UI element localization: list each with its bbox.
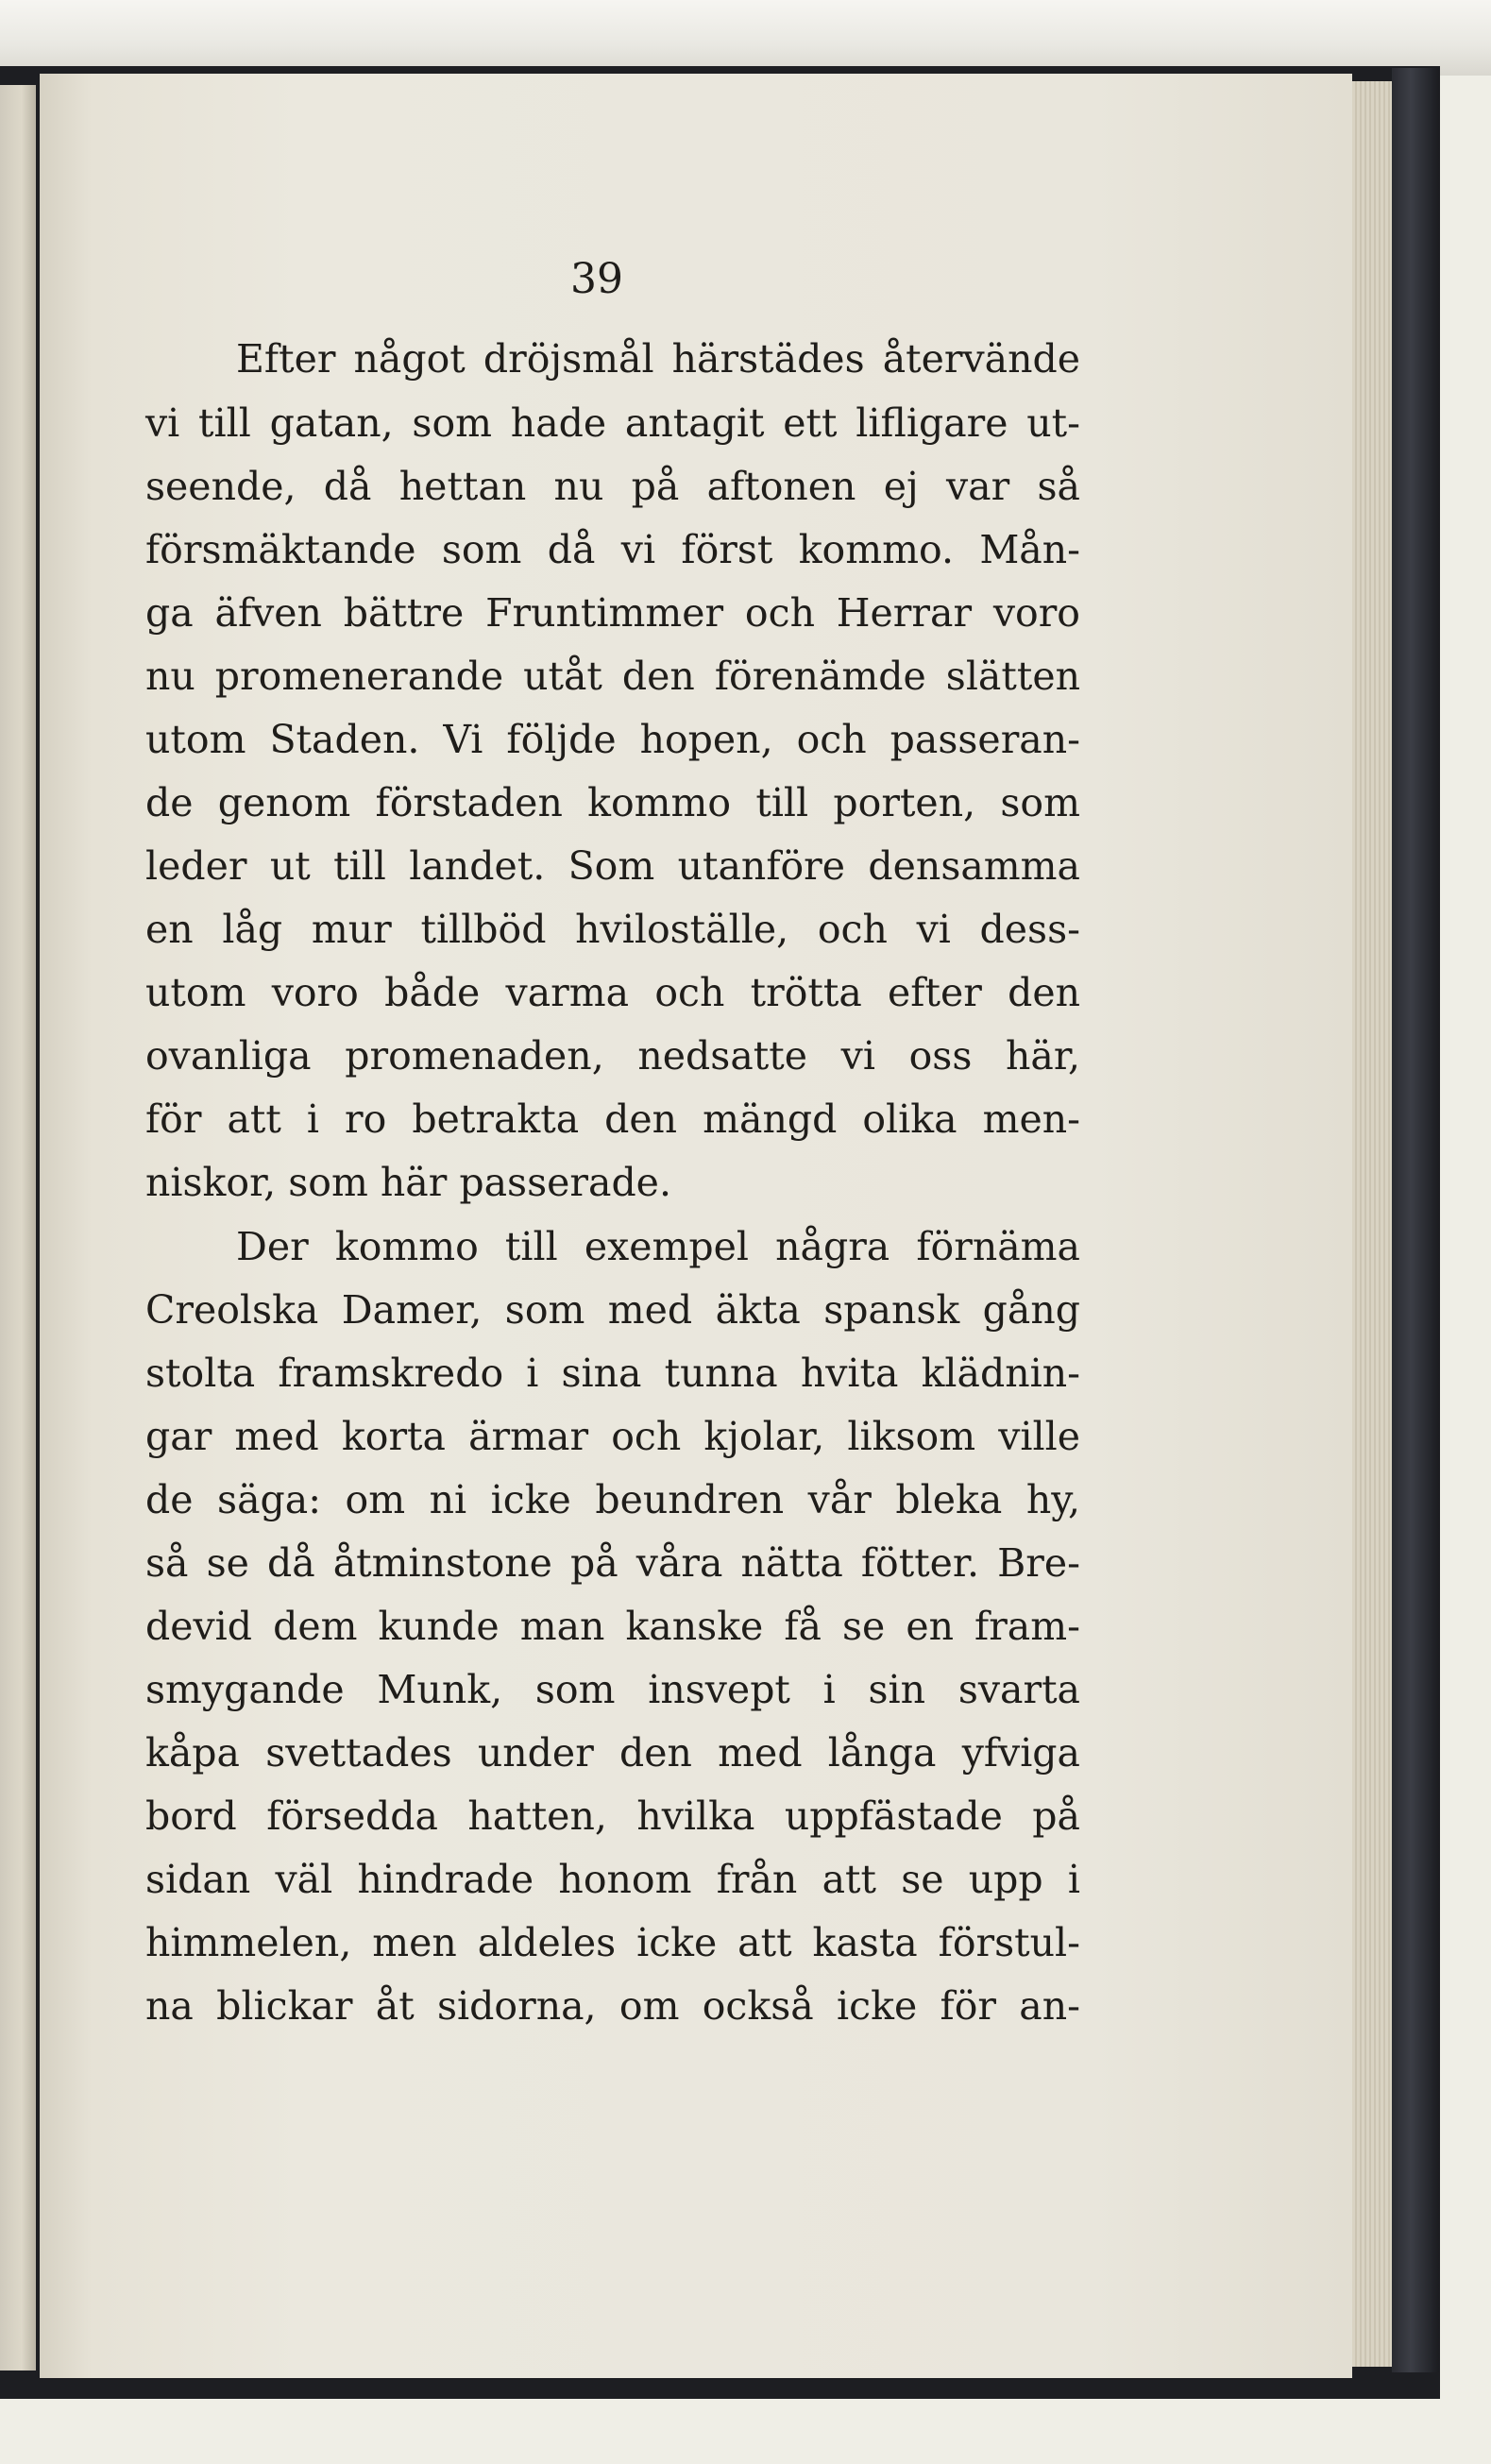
text-line: himmelen, men aldeles icke att kasta förstul- xyxy=(145,1920,1080,1965)
text-line: leder ut till landet. Som utanföre densamma xyxy=(145,843,1080,889)
left-page-edge xyxy=(0,85,36,2371)
text-line: för att i ro betrakta den mängd olika men- xyxy=(145,1096,1080,1142)
text-line: så se då åtminstone på våra nätta fötter. Bre- xyxy=(145,1540,1080,1586)
text-line: sidan väl hindrade honom från att se upp i xyxy=(145,1857,1080,1902)
text-line: Efter något dröjsmål härstädes återvände xyxy=(236,336,1080,382)
text-line: Der kommo till exempel några förnäma xyxy=(236,1224,1080,1269)
text-line: utom voro både varma och trötta efter den xyxy=(145,970,1080,1015)
cover-spine-edge xyxy=(1392,68,1439,2372)
page-block-edge xyxy=(1352,81,1392,2367)
text-line: niskor, som här passerade. xyxy=(145,1160,671,1205)
text-line: gar med korta ärmar och kjolar, liksom ville xyxy=(145,1414,1080,1459)
page-number: 39 xyxy=(570,255,623,303)
text-line: de säga: om ni icke beundren vår bleka hy, xyxy=(145,1477,1080,1522)
text-line: utom Staden. Vi följde hopen, och passeran- xyxy=(145,717,1080,762)
text-line: vi till gatan, som hade antagit ett lifligare ut- xyxy=(145,400,1080,446)
text-line: försmäktande som då vi först kommo. Mån- xyxy=(145,527,1080,572)
text-line: stolta framskredo i sina tunna hvita klädnin- xyxy=(145,1351,1080,1396)
text-line: en låg mur tillböd hviloställe, och vi dess- xyxy=(145,907,1080,952)
background xyxy=(0,0,1491,76)
text-line: smygande Munk, som insvept i sin svarta xyxy=(145,1667,1080,1712)
text-line: na blickar åt sidorna, om också icke för an- xyxy=(145,1983,1080,2029)
text-line: seende, då hettan nu på aftonen ej var så xyxy=(145,464,1080,509)
text-line: kåpa svettades under den med långa yfviga xyxy=(145,1730,1080,1776)
text-line: ovanliga promenaden, nedsatte vi oss här, xyxy=(145,1033,1080,1079)
text-line: de genom förstaden kommo till porten, som xyxy=(145,780,1080,825)
text-line: ga äfven bättre Fruntimmer och Herrar voro xyxy=(145,590,1080,636)
text-line: nu promenerande utåt den förenämde slätten xyxy=(145,654,1080,699)
text-line: Creolska Damer, som med äkta spansk gång xyxy=(145,1287,1080,1333)
text-line: bord försedda hatten, hvilka uppfästade på xyxy=(145,1793,1080,1839)
text-line: devid dem kunde man kanske få se en fram- xyxy=(145,1604,1080,1649)
